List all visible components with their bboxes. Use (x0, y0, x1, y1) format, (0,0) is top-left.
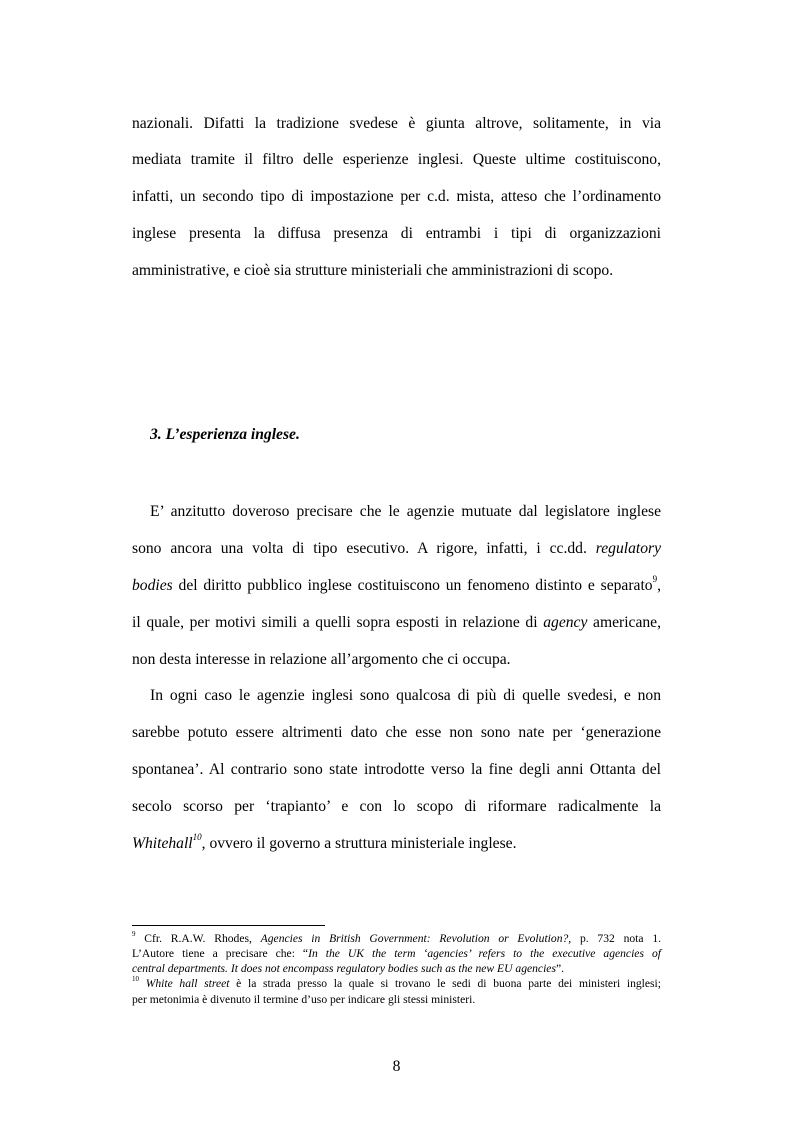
page-number: 8 (392, 1058, 401, 1075)
footnote-number: 10 (132, 975, 139, 984)
body-line: In ogni caso le agenzie inglesi sono qualcosa di più di quelle svedesi, e non (150, 687, 661, 704)
body-line: secolo scorso per ‘trapianto’ e con lo scopo di riformare radicalmente la (132, 798, 661, 815)
body-line: sarebbe potuto essere altrimenti dato che esse non sono nate per ‘generazione (132, 724, 661, 741)
body-line (132, 539, 661, 559)
section-heading: 3. L’esperienza inglese. (150, 426, 300, 443)
footnote-title: Agencies in British Government: Revolution or Evolution? (260, 932, 569, 945)
body-line: inglese presenta la diffusa presenza di entrambi i tipi di organizzazioni (132, 225, 661, 242)
body-line: mediata tramite il filtro delle esperienze inglesi. Queste ultime costituiscono, (132, 151, 661, 168)
italic-term: agency (543, 614, 588, 631)
footnote-number: 9 (132, 930, 136, 939)
footnote-ref[interactable] (193, 832, 202, 842)
footnote-10-line-2: per metonimia è divenuto il termine d’uso per indicare gli stessi ministeri. (132, 993, 476, 1006)
footnote-text: è la strada presso la quale si trovano le sedi di buona parte dei ministeri inglesi; (236, 977, 661, 990)
body-line: spontanea’. Al contrario sono state introdotte verso la fine degli anni Ottanta del (132, 761, 661, 778)
body-text: , ovvero il governo a struttura ministeriale inglese. (201, 835, 517, 852)
italic-term: bodies (132, 577, 173, 594)
footnote-text: , p. 732 nota 1. (568, 932, 662, 945)
body-line: amministrative, e cioè sia strutture ministeriali che amministrazioni di scopo. (132, 262, 614, 279)
punctuation: , (657, 577, 661, 594)
footnote-text: L’Autore tiene a precisare che: “ (132, 947, 309, 960)
body-line: infatti, un secondo tipo di impostazione per c.d. mista, atteso che l’ordinamento (132, 188, 661, 205)
body-line (132, 831, 517, 854)
body-text: americane, (593, 614, 661, 631)
footnote-term: White hall street (145, 977, 230, 990)
footnote-text: Cfr. R.A.W. Rhodes, (144, 932, 252, 945)
italic-term: Whitehall (132, 835, 193, 852)
footnote-quote: central departments. It does not encompass regulatory bodies such as the new EU agencies (132, 962, 556, 975)
body-line (132, 613, 661, 633)
footnote-quote: In the UK the term ‘agencies’ refers to the executive agencies of (308, 947, 661, 960)
footnote-10-line-1 (132, 977, 661, 991)
body-line: nazionali. Difatti la tradizione svedese è giunta altrove, solitamente, in via (132, 115, 661, 132)
body-text: del diritto pubblico inglese costituiscono un fenomeno distinto e separato (178, 577, 653, 594)
body-text: il quale, per motivi simili a quelli sopra esposti in relazione di (132, 614, 538, 631)
footnote-ref[interactable]: 9 (652, 573, 658, 584)
body-line (132, 573, 661, 596)
italic-term: regulatory (595, 540, 661, 557)
footnote-9-line-3 (132, 962, 564, 976)
footnote-9-line-1 (132, 932, 661, 946)
footnote-separator (132, 925, 325, 926)
footnote-9-line-2 (132, 947, 661, 961)
footnote-ref-number: 10 (192, 831, 202, 842)
body-line: E’ anzitutto doveroso precisare che le agenzie mutuate dal legislatore inglese (150, 503, 661, 520)
body-text: sono ancora una volta di tipo esecutivo. A rigore, infatti, i cc.dd. (132, 540, 587, 557)
body-line: non desta interesse in relazione all’argomento che ci occupa. (132, 651, 511, 668)
footnote-text: ”. (555, 962, 565, 975)
